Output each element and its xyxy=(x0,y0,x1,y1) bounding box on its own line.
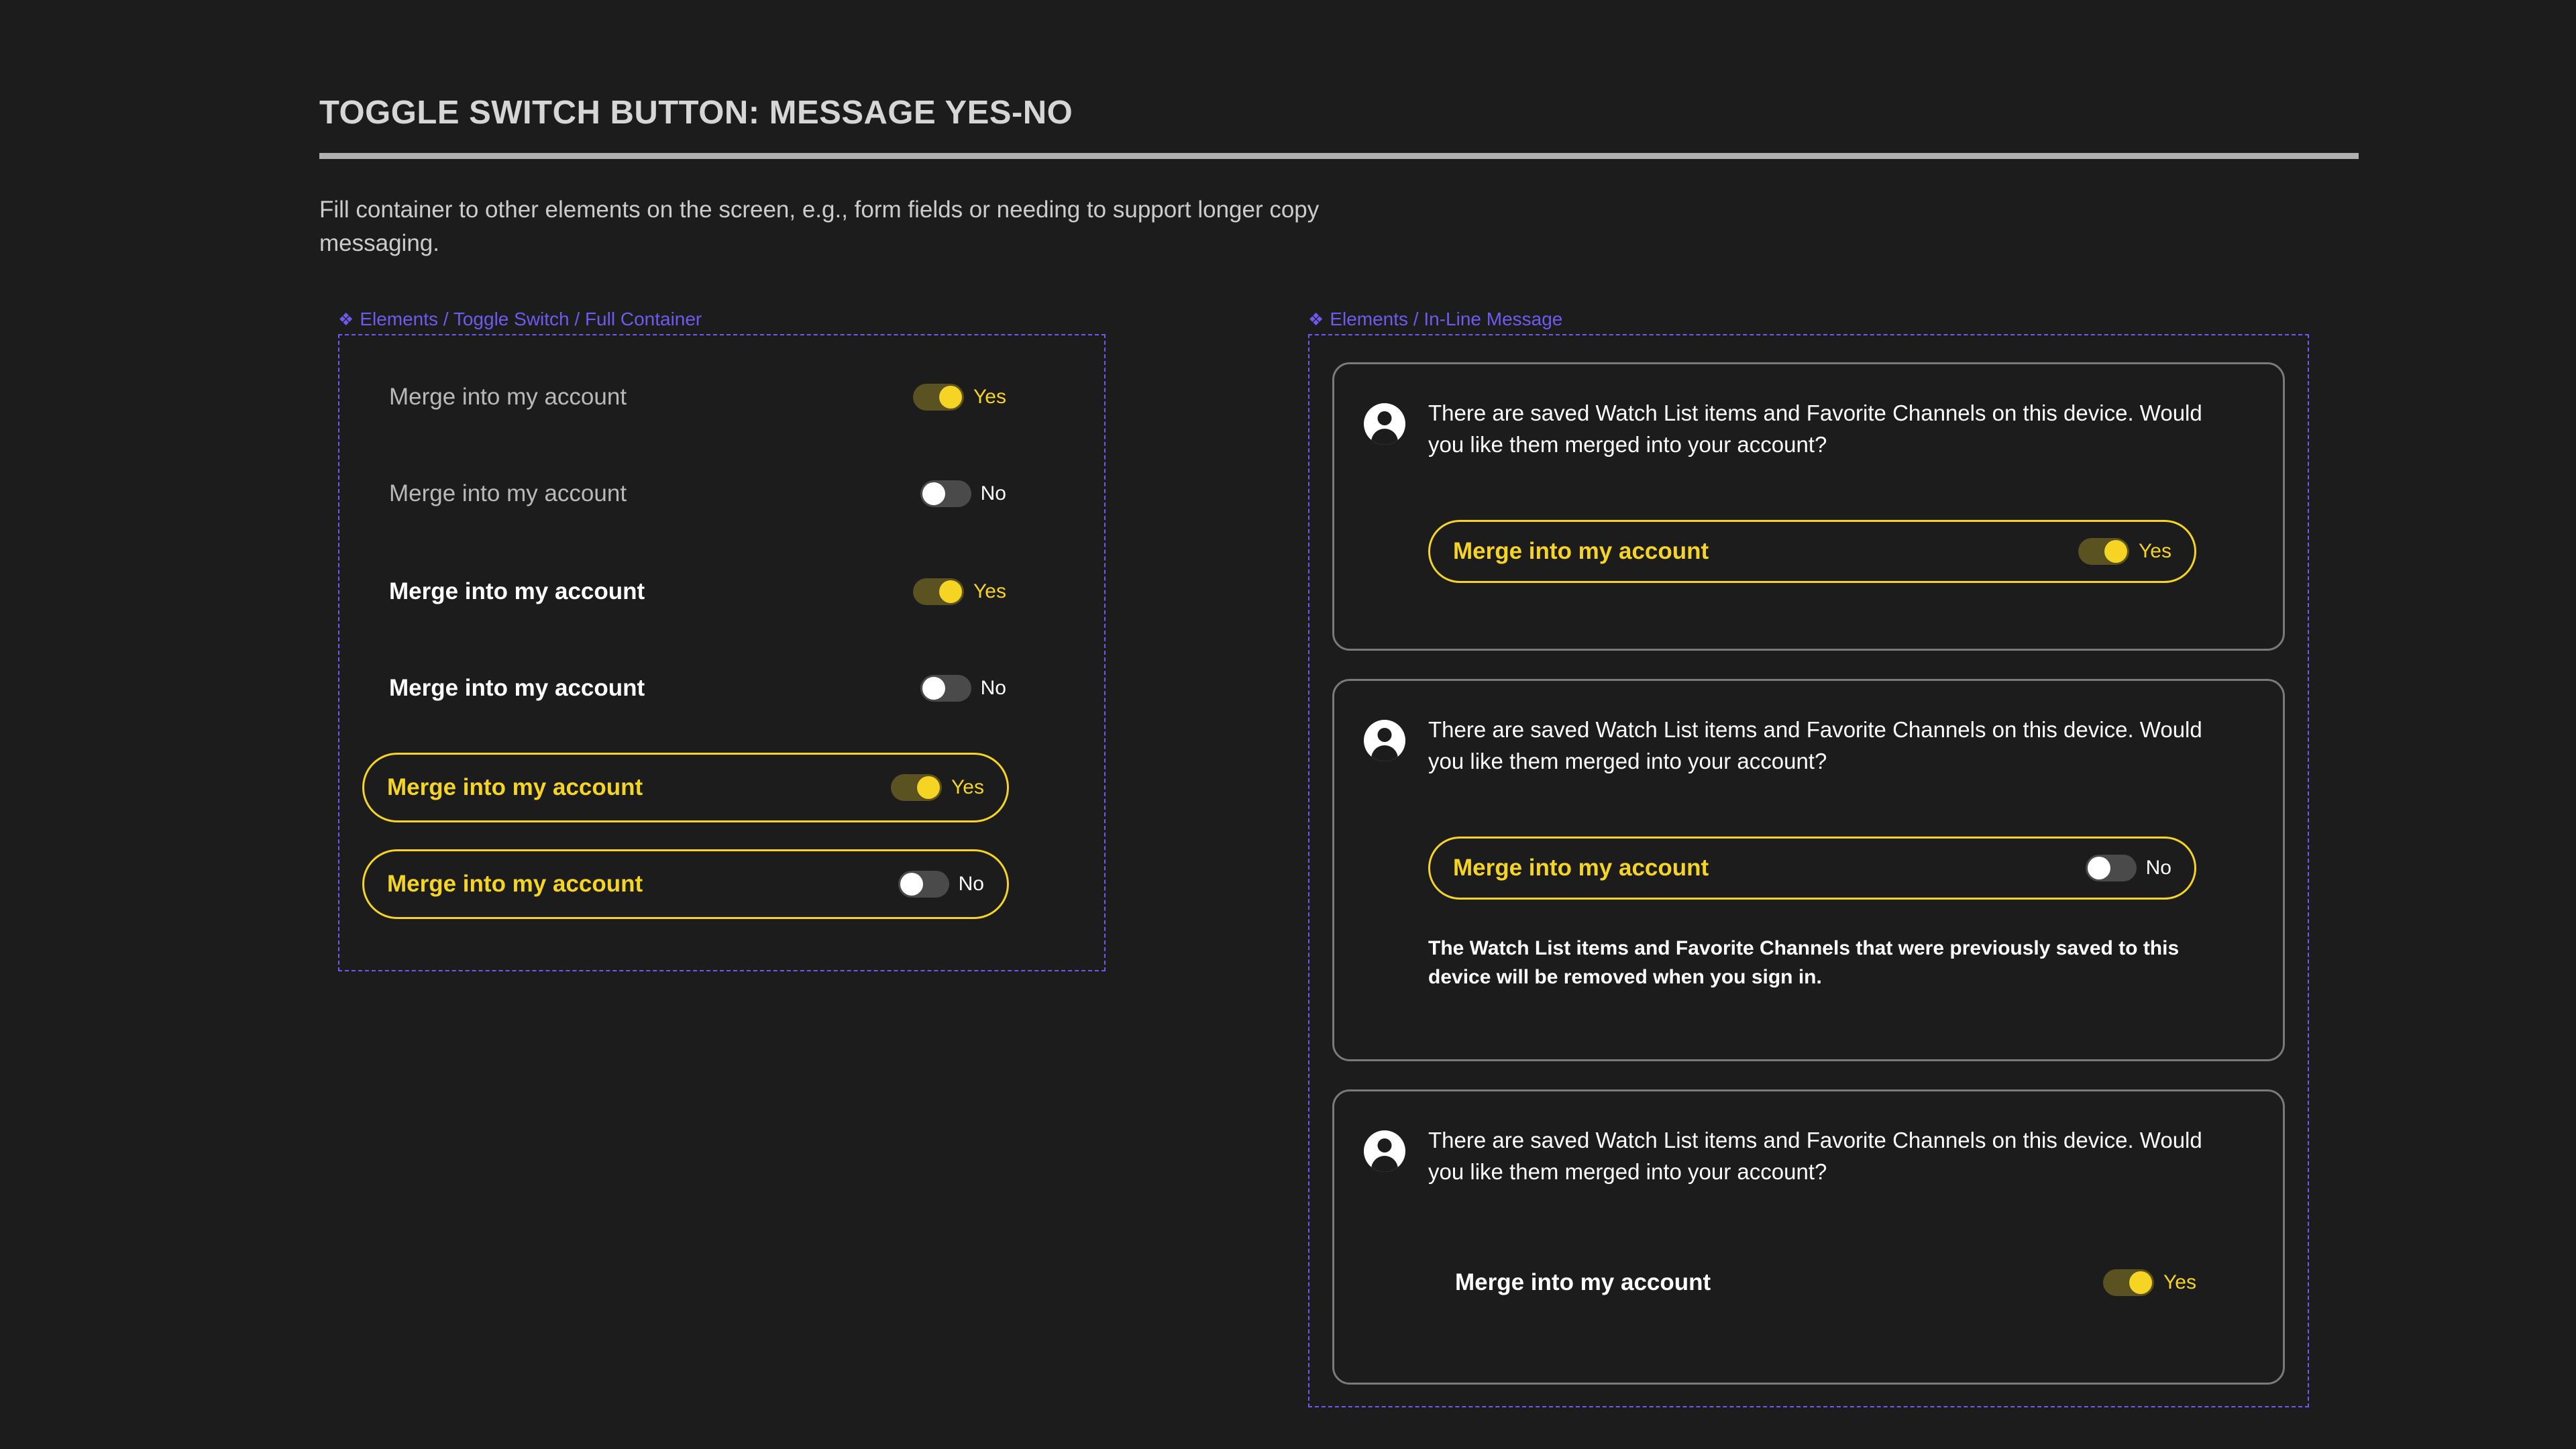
toggle-switch-group[interactable] xyxy=(891,774,984,801)
toggle-row-bordered[interactable] xyxy=(362,849,1009,919)
user-avatar-icon xyxy=(1364,1130,1405,1172)
avatar-head xyxy=(1378,411,1392,425)
toggle-switch-group[interactable] xyxy=(2103,1269,2196,1296)
toggle-knob xyxy=(939,386,962,409)
toggle-state-label: No xyxy=(980,677,1006,699)
message-copy: There are saved Watch List items and Favorite Channels on this device. Would you like them merged into your account? xyxy=(1428,400,2202,457)
toggle-row-label: Merge into my account xyxy=(387,871,643,897)
toggle-row[interactable] xyxy=(389,661,1006,715)
page-title: TOGGLE SWITCH BUTTON: MESSAGE YES-NO xyxy=(319,95,1073,131)
toggle-switch-group[interactable] xyxy=(913,384,1006,411)
user-avatar-icon xyxy=(1364,720,1405,761)
toggle-knob xyxy=(2129,1271,2152,1294)
toggle-row-label: Merge into my account xyxy=(389,384,627,410)
toggle-switch-group[interactable] xyxy=(898,871,984,898)
toggle-switch[interactable] xyxy=(2086,855,2137,881)
avatar-body xyxy=(1371,429,1398,445)
inline-message-card xyxy=(1332,679,2285,1061)
toggle-state-label: No xyxy=(2145,857,2171,879)
toggle-row-label: Merge into my account xyxy=(389,675,645,701)
toggle-knob xyxy=(2088,857,2110,879)
toggle-row[interactable] xyxy=(389,467,1006,521)
toggle-state-label: Yes xyxy=(951,776,984,798)
toggle-state-label: Yes xyxy=(973,580,1006,602)
group-label-text: Elements / In-Line Message xyxy=(1330,309,1563,329)
toggle-knob xyxy=(922,677,945,700)
toggle-knob xyxy=(917,776,940,799)
toggle-switch-group[interactable] xyxy=(913,578,1006,605)
toggle-state-label: Yes xyxy=(2163,1271,2196,1293)
toggle-knob xyxy=(939,580,962,603)
toggle-knob xyxy=(900,873,923,896)
group-label-full-container xyxy=(338,309,702,330)
toggle-switch-group[interactable] xyxy=(2086,855,2171,881)
toggle-row-label: Merge into my account xyxy=(389,480,627,506)
title-divider xyxy=(319,153,2359,159)
toggle-row-label: Merge into my account xyxy=(387,774,643,800)
toggle-switch[interactable] xyxy=(913,384,964,411)
group-label-inline-message xyxy=(1308,309,1562,330)
toggle-switch-group[interactable] xyxy=(920,480,1006,507)
page-subtitle: Fill container to other elements on the screen, e.g., form fields or needing to support longer copy messaging. xyxy=(319,197,1320,256)
toggle-switch[interactable] xyxy=(913,578,964,605)
toggle-row-label: Merge into my account xyxy=(389,578,645,604)
message-copy: There are saved Watch List items and Favorite Channels on this device. Would you like them merged into your account? xyxy=(1428,1128,2202,1184)
toggle-state-label: Yes xyxy=(973,386,1006,408)
toggle-row-label: Merge into my account xyxy=(1455,1269,1711,1295)
toggle-row-bordered[interactable] xyxy=(1428,520,2196,583)
toggle-row[interactable] xyxy=(389,370,1006,424)
toggle-state-label: No xyxy=(958,873,984,895)
avatar-body xyxy=(1371,745,1398,761)
inline-message-card xyxy=(1332,362,2285,651)
inline-message-card xyxy=(1332,1089,2285,1385)
toggle-switch[interactable] xyxy=(898,871,949,898)
toggle-switch[interactable] xyxy=(920,675,971,702)
toggle-state-label: Yes xyxy=(2139,540,2171,562)
message-copy: There are saved Watch List items and Favorite Channels on this device. Would you like them merged into your account? xyxy=(1428,717,2202,773)
toggle-row-label: Merge into my account xyxy=(1453,538,1709,564)
toggle-switch-group[interactable] xyxy=(2078,538,2171,565)
toggle-switch[interactable] xyxy=(2103,1269,2154,1296)
toggle-row[interactable] xyxy=(389,565,1006,619)
toggle-switch[interactable] xyxy=(2078,538,2129,565)
group-label-text: Elements / Toggle Switch / Full Container xyxy=(360,309,702,329)
avatar-head xyxy=(1378,728,1392,742)
user-avatar-icon xyxy=(1364,403,1405,445)
diamond-icon: ❖ xyxy=(1308,309,1324,329)
toggle-knob xyxy=(2104,540,2127,563)
toggle-state-label: No xyxy=(980,482,1006,504)
avatar-body xyxy=(1371,1156,1398,1172)
toggle-switch[interactable] xyxy=(920,480,971,507)
toggle-row-bordered[interactable] xyxy=(1428,837,2196,900)
avatar-head xyxy=(1378,1138,1392,1152)
toggle-knob xyxy=(922,482,945,505)
toggle-row[interactable] xyxy=(1455,1256,2196,1309)
toggle-row-bordered[interactable] xyxy=(362,753,1009,822)
toggle-switch[interactable] xyxy=(891,774,942,801)
diamond-icon: ❖ xyxy=(338,309,354,329)
message-note: The Watch List items and Favorite Channels that were previously saved to this device will be removed when you sign in. xyxy=(1428,937,2180,988)
toggle-row-label: Merge into my account xyxy=(1453,855,1709,881)
toggle-switch-group[interactable] xyxy=(920,675,1006,702)
